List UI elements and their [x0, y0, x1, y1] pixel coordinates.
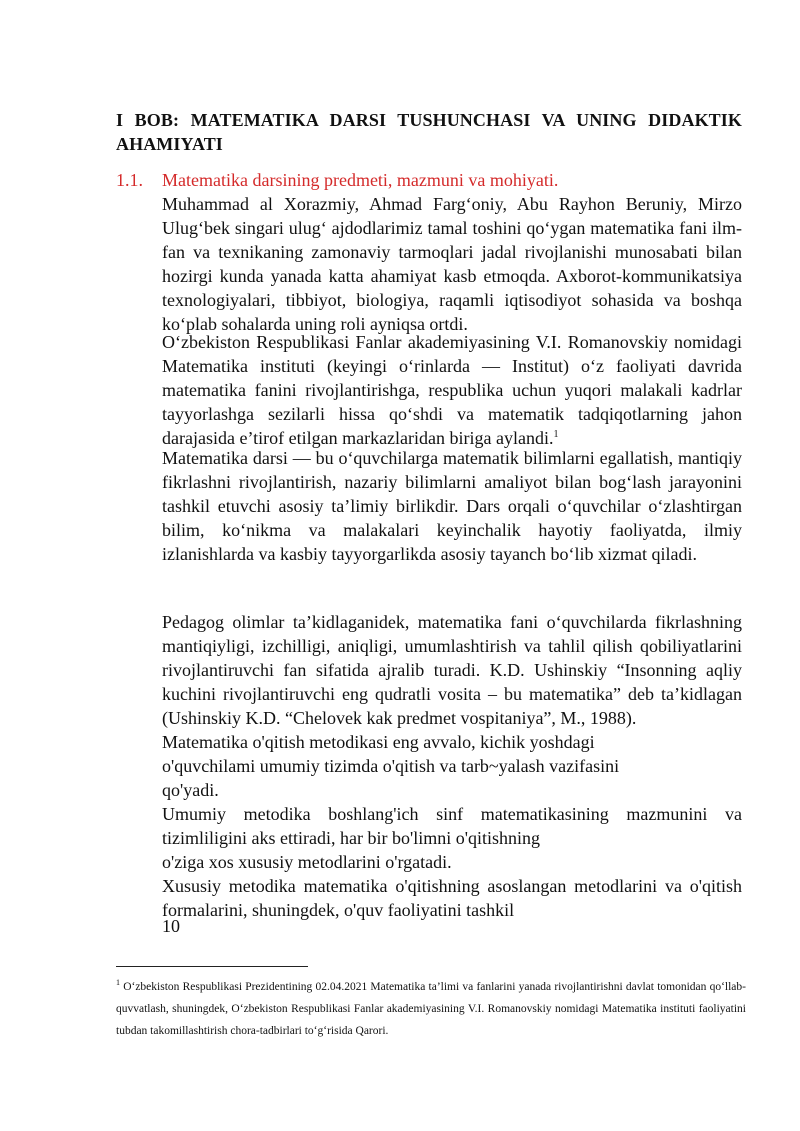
footnote-marker: 1 [116, 978, 120, 987]
text-line: tizimliligini aks ettiradi, har bir bo'limni o'qitishning [162, 828, 540, 848]
footnote [116, 972, 746, 1042]
section-title: Matematika darsining predmeti, mazmuni va mohiyati. [162, 170, 559, 190]
footnote-divider [116, 966, 308, 967]
section-number: 1.1. [116, 170, 143, 190]
paragraph-2 [162, 330, 742, 450]
text-line: Xususiy metodika matematika o'qitishning asoslangan metodlarini va o'qitish [162, 876, 742, 896]
text-line: Umumiy metodika boshlang'ich sinf matematikasining mazmunini va [162, 804, 742, 824]
paragraph-4-text: Pedagog olimlar ta’kidlaganidek, matematika fani o‘quvchilarda fikrlashning mantiqiyligi, izchilligi, aniqligi, umumlashtirish va tahlil qilish qobiliyatlarini rivojlantiruvchi fan sifatida ajralib turadi. K.D. Ushinskiy “Insonning aqliy kuchini rivojlantiruvchi eng qudratli vosita – bu matematika” deb ta’kidlagan (Ushinskiy K.D. “Chelovek kak predmet vospitaniya”, M., 1988). [162, 612, 742, 728]
footnote-text: O‘zbekiston Respublikasi Prezidentining 02.04.2021 Matematika ta’limi va fanlarini yanada rivojlantirishni davlat tomonidan qo‘llab-quvvatlash, shuningdek, O‘zbekiston Respublikasi Fanlar akademiyasining V.I. Romanovskiy nomidagi Matematika instituti faoliyatini tubdan takomillashtirish chora-tadbirlari to‘g‘risida Qarori. [116, 980, 746, 1037]
page-number: 10 [162, 916, 180, 936]
paragraph-3 [162, 446, 742, 566]
paragraph-2-text [162, 330, 742, 450]
chapter-heading: I BOB: MATEMATIKA DARSI TUSHUNCHASI VA UNING DIDAKTIK AHAMIYATI [116, 110, 742, 154]
paragraph-2-body: O‘zbekiston Respublikasi Fanlar akademiyasining V.I. Romanovskiy nomidagi Matematika instituti (keyingi o‘rinlarda — Institut) o‘z faoliyati davrida matematika fanini rivojlantirishga, respublika uchun yuqori malakali kadrlar tayyorlashga sezilarli hissa qo‘shdi va matematik tadqiqotlarning jahon darajasida e’tirof etilgan markazlaridan biriga aylandi. [162, 332, 742, 448]
footnote-reference[interactable]: 1 [553, 429, 559, 440]
text-line: Matematika o'qitish metodikasi eng avvalo, kichik yoshdagi [162, 732, 595, 752]
text-line: qo'yadi. [162, 780, 219, 800]
methodology-lines [162, 730, 742, 922]
paragraph-1 [162, 192, 742, 336]
text-line: o'quvchilami umumiy tizimda o'qitish va tarb~yalash vazifasini [162, 756, 620, 776]
paragraph-3-text: Matematika darsi — bu o‘quvchilarga matematik bilimlarni egallatish, mantiqiy fikrlashni rivojlantirish, nazariy bilimlarni amaliyot bilan bog‘lash jarayonini tashkil etuvchi asosiy ta’limiy birlikdir. Dars orqali o‘quvchilar o‘zlashtirgan bilim, ko‘nikma va malakalari keyinchalik hayotiy faoliyatda, ilmiy izlanishlarda va kasbiy tayyorgarlikda asosiy tayanch bo‘lib xizmat qiladi. [162, 448, 742, 564]
paragraph-1-text: Muhammad al Xorazmiy, Ahmad Farg‘oniy, Abu Rayhon Beruniy, Mirzo Ulug‘bek singari ulug‘ ajdodlarimiz tamal toshini qo‘ygan matematika fani ilm-fan va texnikaning zamonaviy tarmoqlari jadal rivojlanishi munosabati bilan hozirgi kunda yanada katta ahamiyat kasb etmoqda. Axborot-kommunikatsiya texnologiyalari, tibbiyot, biologiya, raqamli iqtisodiyot sohasida va boshqa ko‘plab sohalarda uning roli ayniqsa ortdi. [162, 194, 742, 334]
text-line: o'ziga xos xususiy metodlarini o'rgatadi. [162, 852, 452, 872]
text-line: formalarini, shuningdek, o'quv faoliyatini tashkil [162, 900, 515, 920]
paragraph-4 [162, 610, 742, 730]
